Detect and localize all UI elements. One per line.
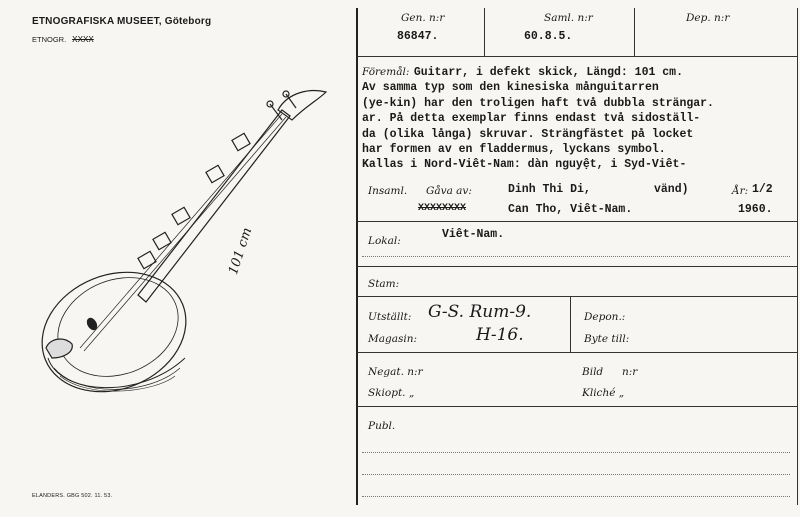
printer-mark: ELANDERS. GBG 502. 11. 53.	[32, 493, 113, 499]
card-border-right	[797, 8, 798, 505]
description-block	[362, 63, 792, 173]
negat-label: Negat. n:r	[368, 366, 423, 378]
saml-nr-label: Saml. n:r	[544, 12, 593, 24]
museum-title: ETNOGRAFISKA MUSEET, Göteborg	[32, 16, 212, 27]
year-value: 1960.	[738, 203, 773, 216]
vand-note: vänd)	[654, 183, 689, 196]
desc-line-6: har formen av en fladdermus, lyckans symbol.	[362, 143, 666, 157]
skiopt-label: Skiopt. „	[368, 387, 415, 399]
desc-line-7: Kallas i Nord-Viêt-Nam: dàn nguyệt, i Syd-Viêt-	[362, 158, 687, 172]
place-value: Can Tho, Viêt-Nam.	[508, 203, 633, 216]
byte-till-label: Byte till:	[584, 333, 630, 345]
lokal-dotted-line	[362, 256, 790, 258]
desc-line-2: Av samma typ som den kinesiska månguitarren	[362, 81, 659, 95]
bild-nr-label: n:r	[622, 366, 638, 378]
insaml-label: Insaml.	[368, 185, 408, 197]
utstallt-label: Utställt:	[368, 311, 412, 323]
guitar-body	[24, 251, 204, 410]
gen-nr-label: Gen. n:r	[401, 12, 445, 24]
desc-line-5: da (olika långa) skruvar. Strängfästet på locket	[362, 127, 694, 141]
gava-value: Dinh Thi Di,	[508, 183, 591, 196]
publ-dotted-line-2	[362, 474, 790, 476]
kliche-label: Kliché „	[582, 387, 625, 399]
desc-line-4: ar. På detta exemplar finns endast två sidoställ-	[362, 112, 701, 126]
department-label	[32, 35, 94, 45]
dept-struck-text: XXXX	[72, 35, 94, 45]
utstallt-divider	[570, 297, 571, 352]
insaml-rule	[357, 221, 797, 222]
bild-label: Bild	[582, 366, 604, 378]
magasin-value: H-16.	[476, 325, 524, 345]
ar-value: 1/2	[752, 183, 773, 196]
publ-dotted-line-3	[362, 496, 790, 498]
dept-label-text: ETNOGR.	[32, 35, 67, 44]
gen-nr-value: 86847.	[397, 30, 439, 43]
gava-label: Gåva av:	[426, 185, 472, 197]
length-annotation: 101 cm	[226, 225, 256, 277]
top-row-rule	[357, 56, 797, 57]
desc-line-1: Guitarr, i defekt skick, Längd: 101 cm.	[413, 66, 683, 79]
foremal-label: Föremål:	[362, 66, 410, 78]
publ-label: Publ.	[368, 420, 396, 432]
struck-insaml: XXXXXXXX	[418, 203, 467, 214]
lokal-rule	[357, 266, 797, 267]
utstallt-value: G-S. Rum-9.	[428, 302, 532, 322]
saml-nr-value: 60.8.5.	[524, 30, 573, 43]
lokal-value: Viêt-Nam.	[442, 228, 505, 241]
dep-nr-label: Dep. n:r	[686, 12, 730, 24]
top-divider-1	[484, 8, 485, 56]
magasin-label: Magasin:	[368, 333, 418, 345]
stam-label: Stam:	[368, 278, 400, 290]
moon-guitar-sketch	[20, 80, 350, 410]
depon-label: Depon.:	[584, 311, 626, 323]
publ-dotted-line-1	[362, 452, 790, 454]
desc-line-3: (ye-kin) har den troligen haft två dubbla strängar.	[362, 96, 714, 110]
card-border-left	[356, 8, 358, 505]
ar-label: År:	[732, 185, 749, 197]
stam-rule	[357, 296, 797, 297]
negat-rule	[357, 406, 797, 407]
top-divider-2	[634, 8, 635, 56]
utstallt-rule	[357, 352, 797, 353]
lokal-label: Lokal:	[368, 235, 401, 247]
